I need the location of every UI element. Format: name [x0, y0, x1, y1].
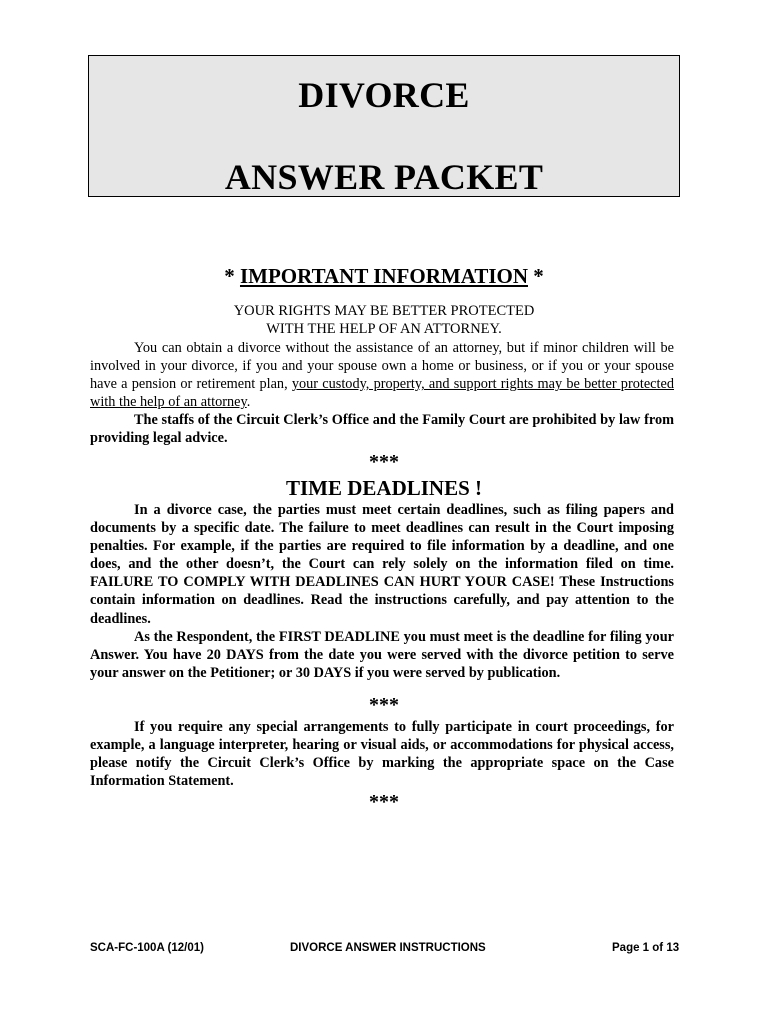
title-line-1: DIVORCE: [298, 75, 470, 115]
separator-2: ***: [369, 694, 399, 716]
attorney-paragraph-end: .: [246, 394, 251, 411]
star-left: *: [224, 264, 240, 288]
special-arrangements-text: If you require any special arrangements to fully participate in court proceedings, for example, a language interpreter, hearing or visual aids, or accommodations for physical access, please notify the Circuit Clerk’s Office by marking the appropriate space on the Case Information Statement.: [90, 719, 674, 790]
special-arrangements-paragraph: [90, 718, 674, 790]
deadlines-paragraph-1: [90, 501, 674, 628]
title-line-2: ANSWER PACKET: [224, 157, 544, 197]
footer-form-id: SCA-FC-100A (12/01): [90, 942, 204, 954]
deadlines-paragraphs: [90, 501, 674, 682]
deadlines-paragraph-2: [90, 628, 674, 682]
star-right: *: [528, 264, 544, 288]
important-heading-text: IMPORTANT INFORMATION: [239, 264, 528, 288]
rights-notice-line-1: YOUR RIGHTS MAY BE BETTER PROTECTED: [233, 303, 535, 319]
footer-doc-title: DIVORCE ANSWER INSTRUCTIONS: [290, 942, 486, 954]
time-deadlines-heading: TIME DEADLINES !: [285, 476, 483, 500]
separator-1: ***: [369, 451, 399, 473]
deadlines-paragraph-2-text: As the Respondent, the FIRST DEADLINE you must meet is the deadline for filing your Answer. You have 20 DAYS from the date you were served with the divorce petition to serve your answer on the Petitioner; or 30 DAYS if you were served by publication.: [90, 628, 674, 681]
legal-advice-paragraph: [90, 411, 674, 447]
separator-3: ***: [369, 791, 399, 813]
deadlines-paragraph-1-text: In a divorce case, the parties must meet certain deadlines, such as filing papers and documents by a specific date. The failure to meet deadlines can result in the Court imposing penalties. For example, if the parties are required to file information by a deadline, and one does, and the other doesn’t, the Court can rely solely on the information filed on time. FAILURE TO COMPLY WITH DEADLINES CAN HURT YOUR CASE! These Instructions contain information on deadlines. Read the instructions carefully, and pay attention to the deadlines.: [90, 502, 674, 627]
important-heading: [88, 264, 680, 289]
attorney-paragraph: [90, 339, 674, 411]
attorney-paragraph-text: You can obtain a divorce without the assistance of an attorney, but if minor children will be involved in your divorce, if you and your spouse own a home or business, or if you or your spouse have a pension or retirement plan,: [90, 340, 674, 393]
attorney-paragraph-underlined: your custody, property, and support rights may be better protected with the help of an attorney: [90, 376, 674, 411]
title-box: [88, 55, 680, 197]
legal-advice-text: The staffs of the Circuit Clerk’s Office and the Family Court are prohibited by law from providing legal advice.: [90, 412, 674, 447]
rights-notice-line-2: WITH THE HELP OF AN ATTORNEY.: [266, 321, 502, 337]
footer-page-number: Page 1 of 13: [612, 942, 680, 954]
